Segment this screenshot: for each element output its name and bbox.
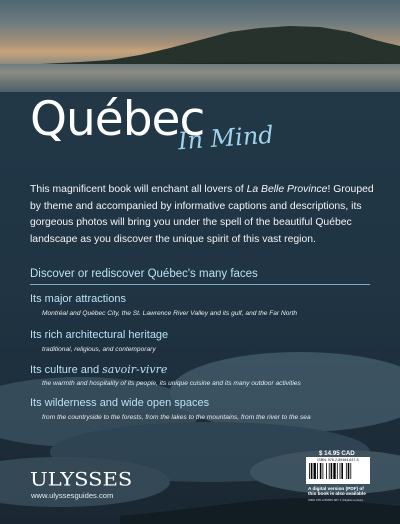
section-title-culture (30, 363, 167, 376)
barcode-bar (348, 463, 350, 479)
price-label: $ 14.95 CAD (319, 450, 355, 457)
pdf-isbn: ISBN 978-2-89665-967-1 (Digital version) (308, 498, 364, 502)
section-desc-attractions: Montréal and Québec City, the St. Lawrence River Valley and its gulf, and the Far North (42, 310, 298, 317)
discover-heading: Discover or rediscover Québec's many faces (30, 268, 258, 280)
book-title: Québec (30, 92, 205, 147)
barcode-bar (314, 463, 316, 479)
barcode-bar (340, 463, 341, 479)
intro-text-start: This magnificent book will enchant all lovers of (30, 184, 247, 195)
intro-italic: La Belle Province (246, 184, 328, 195)
barcode-bar (311, 463, 313, 479)
section-title-heritage: Its rich architectural heritage (30, 329, 169, 341)
publisher-url[interactable]: www.ulyssesguides.com (31, 491, 114, 500)
barcode-bar (331, 463, 333, 479)
barcode-bar (320, 463, 322, 479)
barcode-bar (333, 463, 335, 479)
barcode-bar (326, 463, 327, 479)
barcode-bar (350, 463, 351, 479)
barcode-bar (309, 463, 310, 479)
lake-water (0, 64, 400, 92)
intro-paragraph (30, 182, 380, 248)
section-desc-culture: the warmth and hospitality of its people, its unique cuisine and its many outdoor activities (42, 380, 301, 387)
pdf-availability-note: A digital version (PDF) of this book is also available (308, 486, 366, 497)
section-title-culture-text: Its culture and (30, 364, 103, 376)
barcode-bar (317, 463, 318, 479)
barcode-image (308, 463, 368, 482)
barcode-bar (323, 463, 324, 479)
barcode-bar (346, 463, 347, 479)
barcode-bar (341, 463, 343, 479)
section-desc-heritage: traditional, religious, and contemporary (42, 346, 156, 353)
section-title-attractions: Its major attractions (30, 293, 126, 305)
section-title-wilderness: Its wilderness and wide open spaces (30, 397, 210, 409)
intro-text-end: ! Grouped by theme and accompanied by informative captions and descriptions, its gorgeous photos will bring you under the spell of the beautiful Québec landscape as you discover the unique spirit of this vast region. (30, 184, 374, 245)
section-title-culture-italic: savoir-vivre (102, 363, 168, 376)
barcode-bar (329, 463, 330, 479)
barcode-bar (337, 463, 338, 479)
divider-line (30, 284, 370, 285)
barcode-panel (306, 457, 370, 484)
landscape-photo (0, 0, 400, 92)
section-desc-wilderness: from the countryside to the forests, from the lakes to the mountains, from the river to the sea (42, 414, 311, 421)
publisher-logo: ULYSSES (30, 468, 133, 490)
isbn-text: ISBN: 978-2-89464-637-5 (317, 458, 359, 462)
book-subtitle: In Mind (177, 120, 275, 156)
